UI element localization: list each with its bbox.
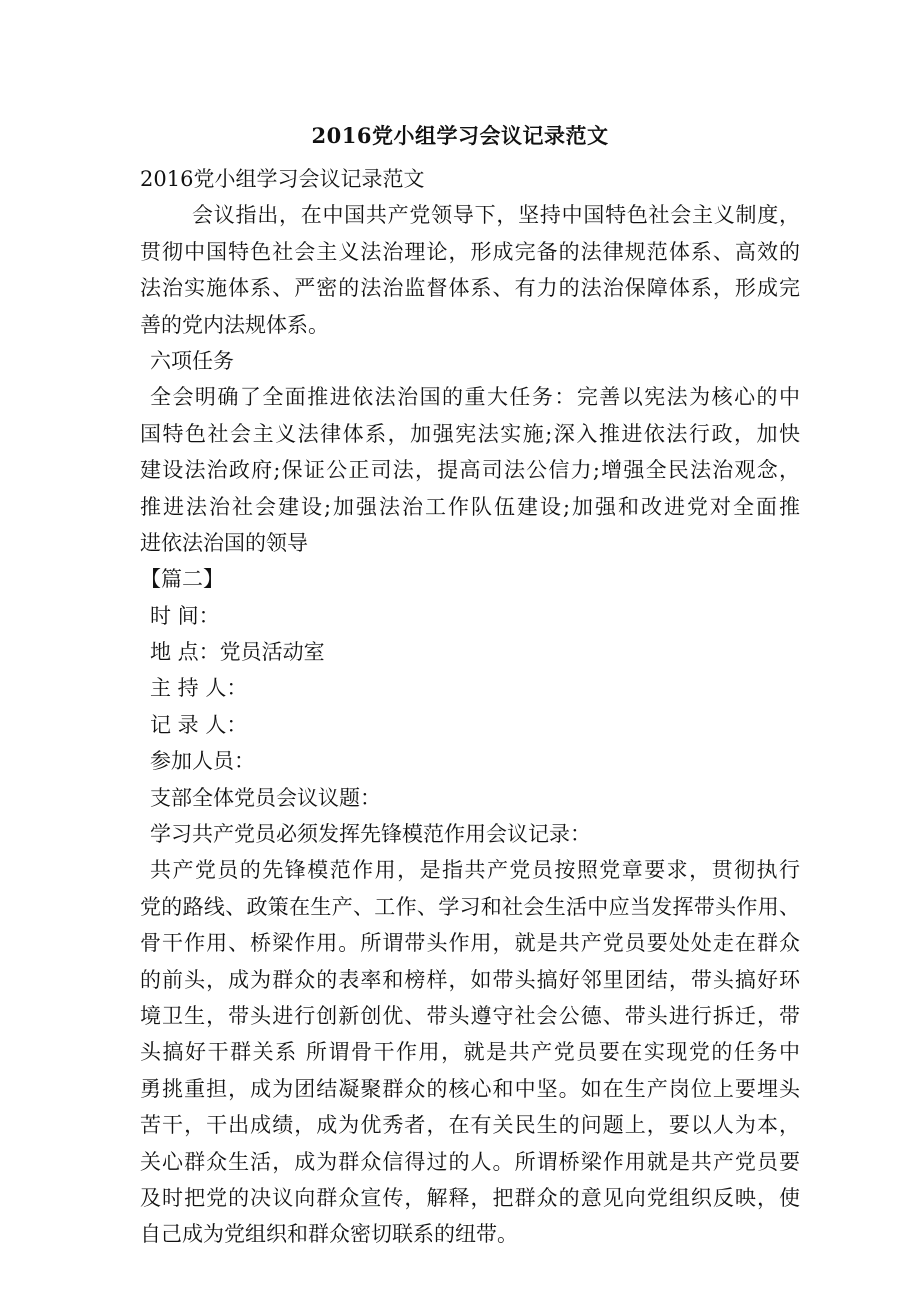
meeting-attendees: 参加人员：	[150, 749, 255, 774]
section-heading: 【篇二】	[140, 567, 224, 592]
paragraph-line: 的前头，成为群众的表率和榜样，如带头搞好邻里团结，带头搞好环	[140, 967, 800, 992]
paragraph-line: 头搞好干群关系 所谓骨干作用，就是共产党员要在实现党的任务中	[140, 1040, 800, 1065]
paragraph-line: 进依法治国的领导	[140, 530, 308, 555]
paragraph-line: 会议指出，在中国共产党领导下，坚持中国特色社会主义制度，	[192, 203, 800, 228]
paragraph-line: 苦干，干出成绩，成为优秀者，在有关民生的问题上，要以人为本，	[140, 1113, 800, 1138]
paragraph-line: 自己成为党组织和群众密切联系的纽带。	[140, 1222, 518, 1247]
paragraph-line: 共产党员的先锋模范作用，是指共产党员按照党章要求，贯彻执行	[150, 858, 800, 883]
paragraph-line: 推进法治社会建设;加强法治工作队伍建设;加强和改进党对全面推	[140, 494, 800, 519]
meeting-host: 主 持 人：	[150, 676, 248, 701]
meeting-location: 地 点：党员活动室	[150, 640, 325, 665]
paragraph-line: 全会明确了全面推进依法治国的重大任务：完善以宪法为核心的中	[150, 385, 800, 410]
paragraph-line: 勇挑重担，成为团结凝聚群众的核心和中坚。如在生产岗位上要埋头	[140, 1076, 800, 1101]
paragraph-line: 建设法治政府;保证公正司法，提高司法公信力;增强全民法治观念，	[140, 458, 800, 483]
paragraph-line: 国特色社会主义法律体系，加强宪法实施;深入推进依法行政，加快	[140, 421, 800, 446]
section-heading: 2016党小组学习会议记录范文	[140, 167, 425, 191]
document-body	[140, 161, 800, 1253]
paragraph-line: 境卫生，带头进行创新创优、带头遵守社会公德、带头进行拆迁，带	[140, 1003, 800, 1028]
paragraph-line: 善的党内法规体系。	[140, 312, 329, 337]
document-title: 2016党小组学习会议记录范文	[311, 123, 609, 148]
paragraph-line: 党的路线、政策在生产、工作、学习和社会生活中应当发挥带头作用、	[140, 894, 800, 919]
paragraph-line: 法治实施体系、严密的法治监督体系、有力的法治保障体系，形成完	[140, 276, 800, 301]
paragraph-line: 骨干作用、桥梁作用。所谓带头作用，就是共产党员要处处走在群众	[140, 931, 800, 956]
meeting-time: 时 间：	[150, 603, 220, 628]
paragraph-line: 关心群众生活，成为群众信得过的人。所谓桥梁作用就是共产党员要	[140, 1149, 800, 1174]
paragraph-line: 贯彻中国特色社会主义法治理论，形成完备的法律规范体系、高效的	[140, 239, 800, 264]
meeting-topic: 支部全体党员会议议题：	[150, 785, 381, 810]
paragraph-line: 及时把党的决议向群众宣传，解释，把群众的意见向党组织反映，使	[140, 1185, 800, 1210]
section-heading: 六项任务	[150, 348, 234, 373]
meeting-record-heading: 学习共产党员必须发挥先锋模范作用会议记录：	[150, 822, 591, 847]
meeting-recorder: 记 录 人：	[150, 712, 248, 737]
